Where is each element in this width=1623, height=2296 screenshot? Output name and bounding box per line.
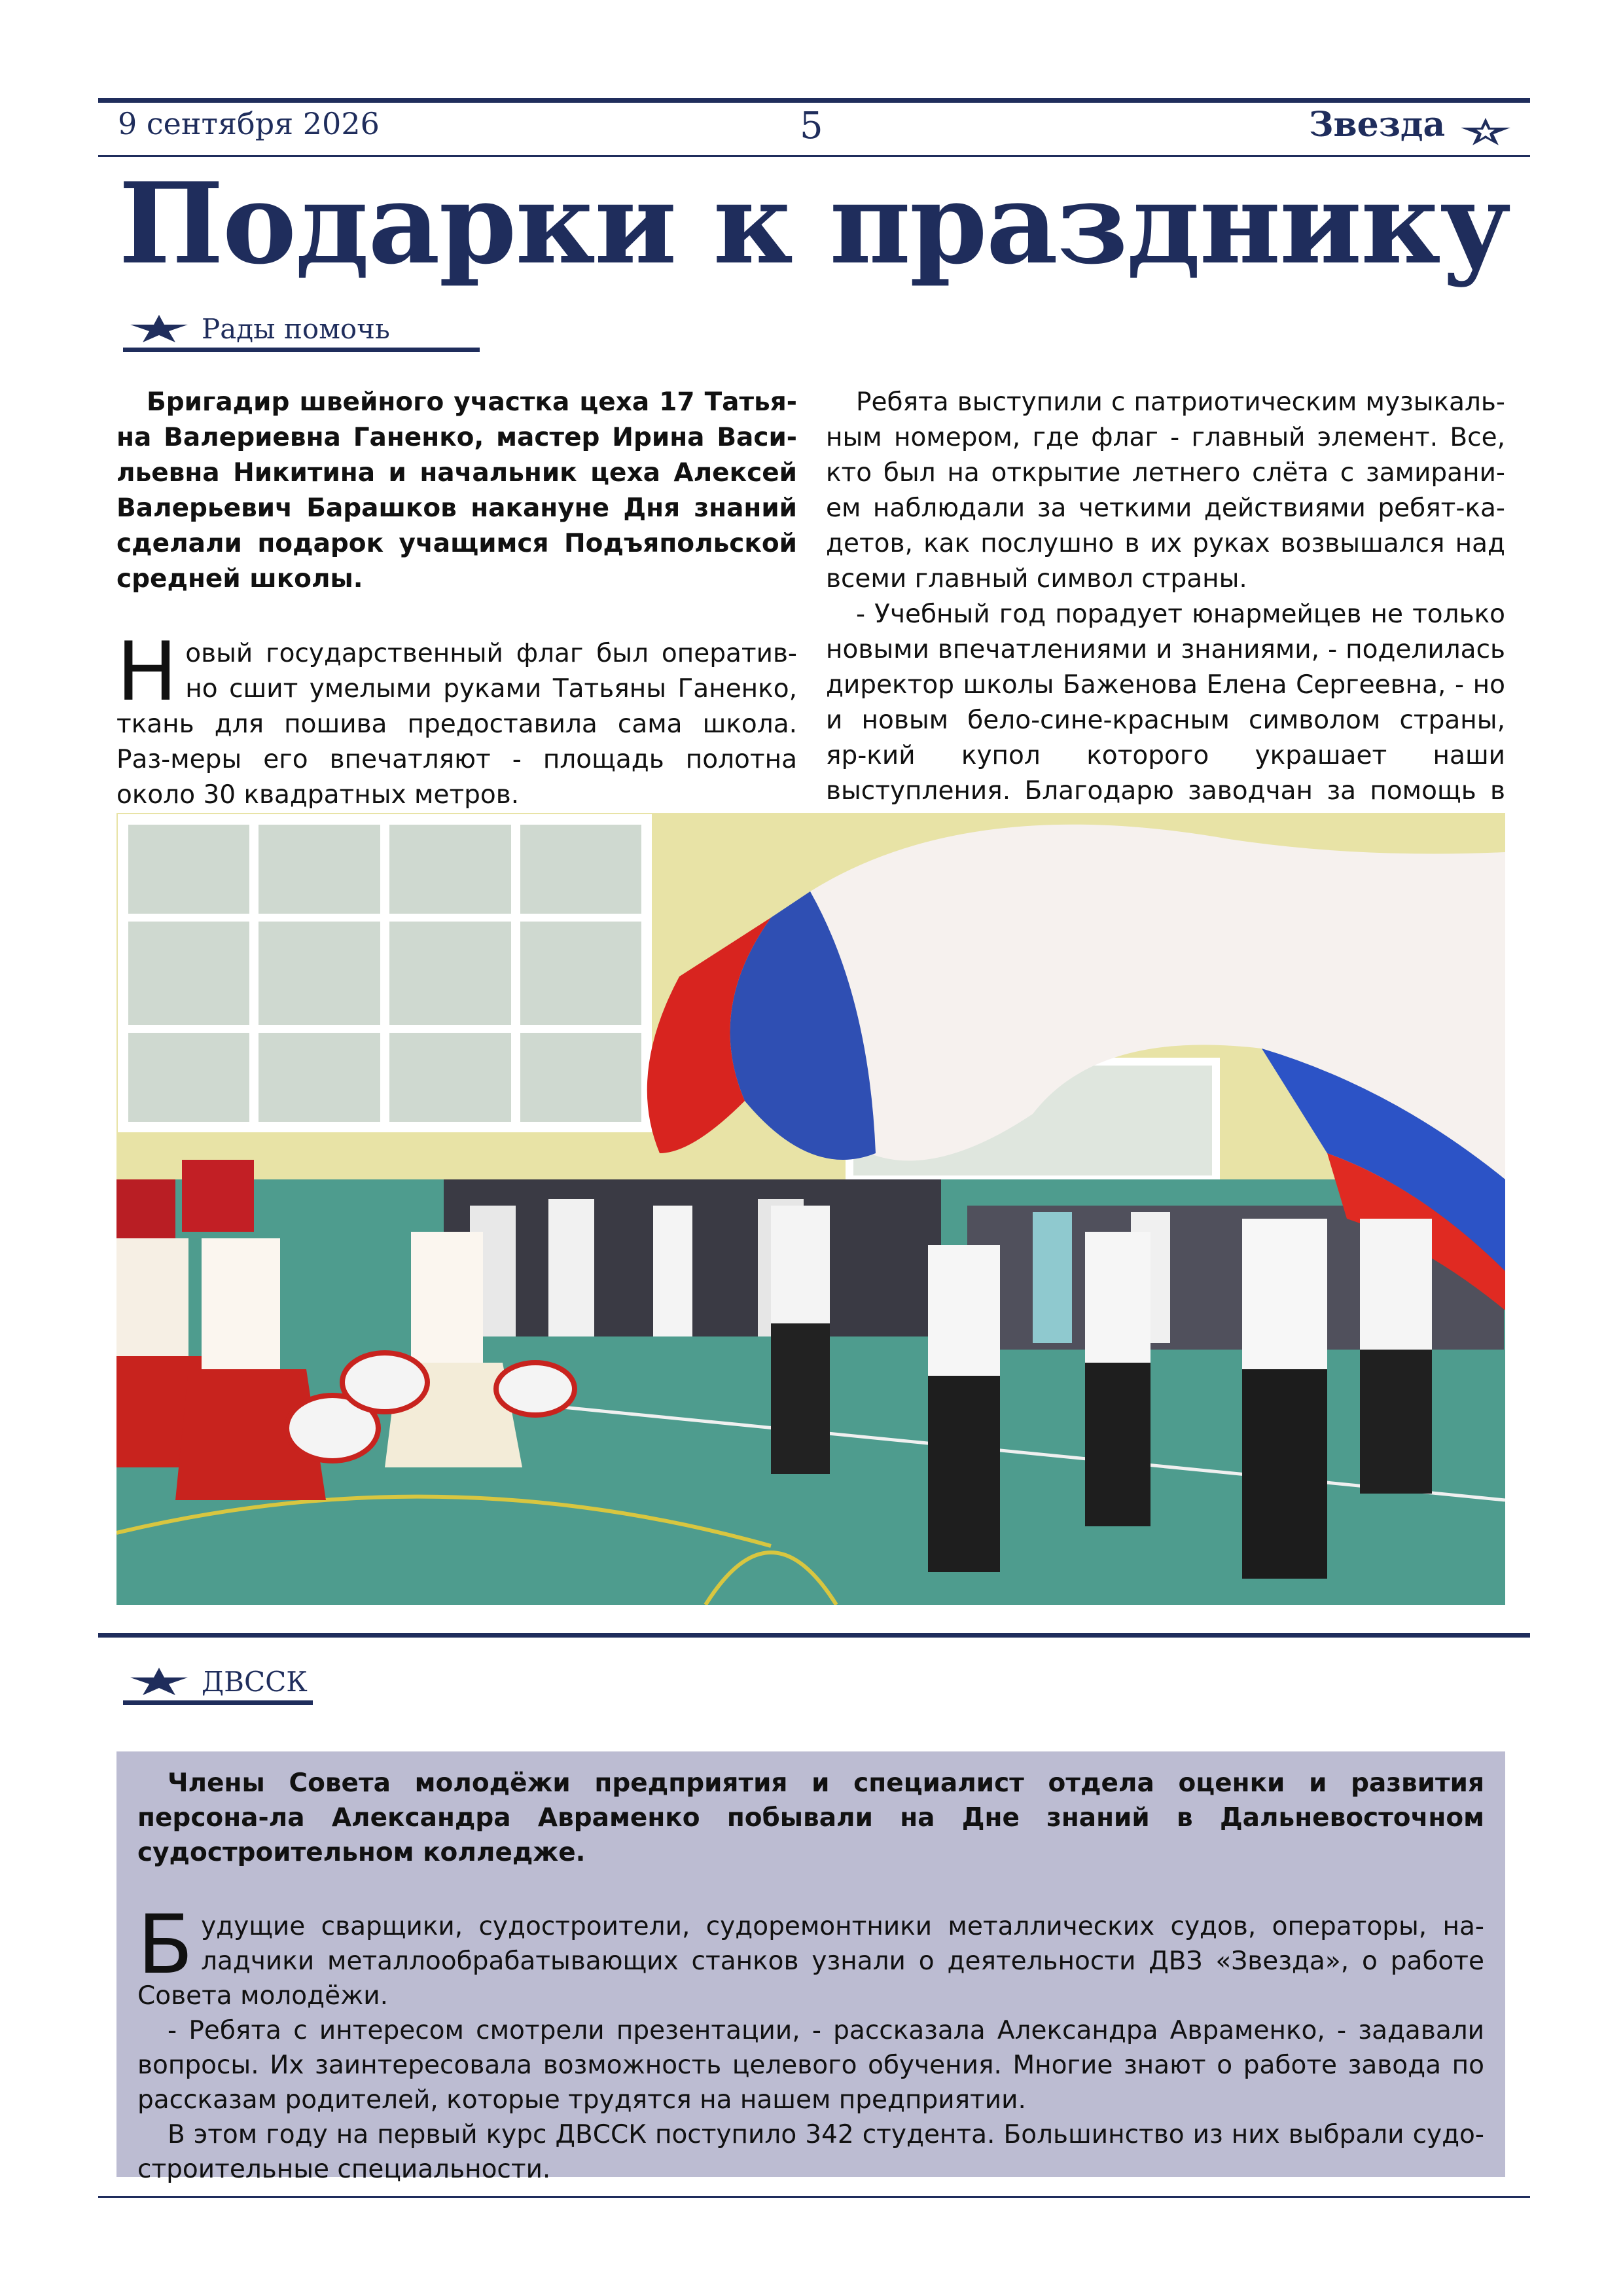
article1-right-column: [826, 385, 1505, 844]
article2-lead: Члены Совета молодёжи предприятия и специалист отдела оценки и развития персона-ла Александра Авраменко побывали на Дне знаний в Дальневосточном судостроительном колледже.: [137, 1768, 1484, 1867]
page-bottom-rule: [98, 2196, 1530, 2198]
rubric-label: ДВССК: [202, 1666, 308, 1698]
article1-paragraph-1: Новый государственный флаг был оператив-но сшит умелыми руками Татьяны Ганенко, ткань для пошива предоставила сама школа. Раз-меры его впечатляют - площадь полотна около 30 квадратных метров.: [116, 625, 797, 810]
masthead-rule-top: [98, 98, 1530, 103]
page-headline: Подарки к празднику: [118, 158, 1510, 289]
issue-date: 9 сентября 2026: [118, 106, 380, 141]
article1-lead: Бригадир швейного участка цеха 17 Татья-на Валериевна Ганенко, мастер Ирина Васи-льевна Никитина и начальник цеха Алексей Валерьевич Барашков накануне Дня знаний сделали подарок учащимся Подъяпольской средней школы.: [116, 387, 797, 594]
masthead-rule-bottom: [98, 155, 1530, 157]
star-icon: [130, 1667, 188, 1696]
article2-paragraph-3: В этом году на первый курс ДВССК поступило 342 студента. Большинство из них выбрали судо-строительные специальности.: [137, 2120, 1484, 2184]
rubric-label: Рады помочь: [202, 313, 390, 345]
rubric-underline: [123, 1700, 313, 1705]
rubric-rady-pomoch: [123, 306, 480, 352]
article2-box: [116, 1751, 1505, 2184]
paper-name: Звезда: [1309, 105, 1446, 145]
rubric-underline: [123, 348, 480, 352]
article1-paragraph-2: Ребята выступили с патриотическим музыкаль-ным номером, где флаг - главный элемент. Все, кто был на открытие летнего слёта с замирани-ем наблюдали за четкими действиями ребят-ка-детов, как послушно в их руках возвышался над всеми главный символ страны.: [826, 387, 1505, 594]
star-emblem-icon: [1459, 117, 1512, 147]
star-icon: [130, 314, 188, 343]
article2-paragraph-1: Будущие сварщики, судостроители, судоремонтники металлических судов, операторы, на-ладчики металлообрабатывающих станков узнали о деятельности ДВЗ «Звезда», о работе Совета молодёжи.: [137, 1898, 1484, 2011]
section-divider: [98, 1633, 1530, 1638]
drop-cap: Б: [137, 1898, 194, 1992]
article1-paragraph-3: - Учебный год порадует юнармейцев не только новыми впечатлениями и знаниями, - поделилась директор школы Баженова Елена Сергеевна, - но и новым бело-сине-красным символом страны, яр-кий купол которого украшает наши выступления. Благодарю заводчан за помощь в: [826, 600, 1505, 806]
rubric-dvssk: [123, 1659, 313, 1705]
drop-cap: Н: [116, 625, 178, 719]
article2-paragraph-2: - Ребята с интересом смотрели презентации, - рассказала Александра Авраменко, - задавали вопросы. Их заинтересовала возможность целевого обучения. Многие знают о работе завода по рассказам родителей, которые трудятся на нашем предприятии.: [137, 2016, 1484, 2115]
photo-flag-ceremony: [116, 813, 1505, 1605]
page-number: 5: [800, 105, 823, 147]
article1-left-column: [116, 385, 797, 813]
